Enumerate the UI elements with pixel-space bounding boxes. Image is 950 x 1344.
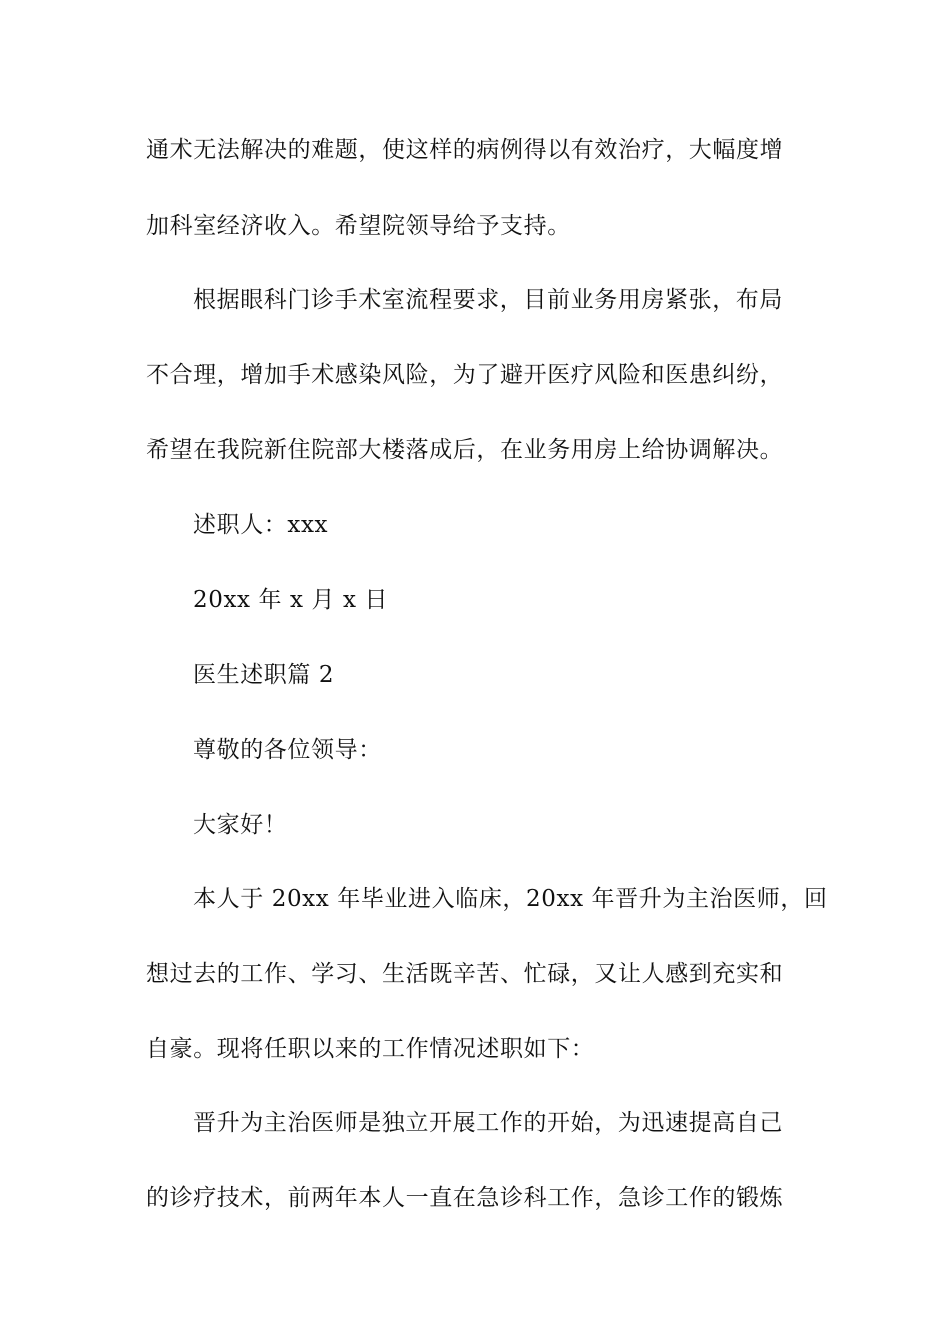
paragraph-line: 不合理，增加手术感染风险，为了避开医疗风险和医患纠纷， [146, 362, 784, 388]
paragraph-line: 晋升为主治医师是独立开展工作的开始，为迅速提高自己 [193, 1110, 783, 1136]
paragraph-line: 的诊疗技术，前两年本人一直在急诊科工作，急诊工作的锻炼 [146, 1185, 784, 1211]
paragraph-line: 根据眼科门诊手术室流程要求，目前业务用房紧张，布局 [193, 287, 783, 313]
paragraph-line: 加科室经济收入。希望院领导给予支持。 [146, 213, 571, 239]
salutation: 尊敬的各位领导： [193, 737, 382, 763]
paragraph-line: 自豪。现将任职以来的工作情况述职如下： [146, 1036, 595, 1062]
paragraph-line: 想过去的工作、学习、生活既辛苦、忙碌，又让人感到充实和 [146, 961, 784, 987]
section-title: 医生述职篇 2 [193, 662, 335, 688]
date-line: 20xx 年 x 月 x 日 [193, 587, 389, 613]
reporter-signature: 述职人：xxx [193, 512, 329, 538]
paragraph-line: 希望在我院新住院部大楼落成后，在业务用房上给协调解决。 [146, 437, 784, 463]
paragraph-line: 本人于 20xx 年毕业进入临床，20xx 年晋升为主治医师，回 [193, 886, 828, 912]
paragraph-line: 通术无法解决的难题，使这样的病例得以有效治疗，大幅度增 [146, 137, 784, 163]
greeting: 大家好！ [193, 812, 288, 838]
